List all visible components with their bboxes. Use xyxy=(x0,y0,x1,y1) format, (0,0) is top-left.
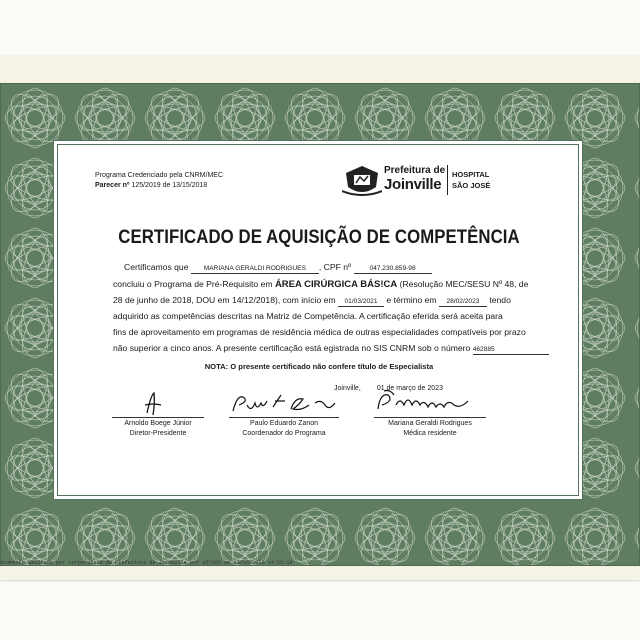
start-date: 01/03/2021 xyxy=(338,297,384,307)
certificate-inner-panel xyxy=(53,140,583,500)
body-line-4: adquirido as competências descritas na Matriz de Competência. A certificação eferida será aceita para xyxy=(113,311,503,321)
body-line-6: não superior a cinco anos. A presente certificação está egistrada no SIS CNRM sob o número 462885 xyxy=(113,344,549,355)
signature-3-scribble xyxy=(374,387,474,417)
logo-city-top: Prefeitura de xyxy=(384,165,446,176)
signature-line-1 xyxy=(112,417,204,418)
note-text: NOTA: O presente certificado não confere título de Especialista xyxy=(204,362,434,371)
logo-divider xyxy=(447,165,448,195)
place-date: 01 de março de 2023 xyxy=(376,385,443,392)
signer-3-name: Mariana Geraldi Rodrigues xyxy=(388,420,472,427)
body-line-1: Certificamos que MARIANA GERALDI RODRIGUES , CPF nº 047.230.859-98 xyxy=(124,263,432,274)
signer-2-name: Paulo Eduardo Zanon xyxy=(249,420,319,427)
recipient-name: MARIANA GERALDI RODRIGUES xyxy=(191,264,319,274)
signer-3-role: Médica residente xyxy=(403,430,457,437)
end-date: 28/02/2023 xyxy=(439,297,487,307)
signature-1-scribble xyxy=(139,389,169,419)
logo-city-name: Joinville xyxy=(384,176,442,193)
parecer-value: 125/2019 de 13/15/2018 xyxy=(131,182,208,189)
place-city: Joinville, xyxy=(334,385,361,392)
signer-1-role: Diretor-Presidente xyxy=(129,430,187,437)
registry-number: 462885 xyxy=(473,345,549,355)
body-line-5: fins de aproveitamento em programas de residência médica de outras especialidades compatíveis por prazo xyxy=(113,327,526,337)
hospital-line-2: SÃO JOSÉ xyxy=(452,181,491,190)
certificate-title: CERTIFICADO DE AQUISIÇÃO DE COMPETÊNCIA xyxy=(118,226,520,248)
signer-2-role: Coordenador do Programa xyxy=(242,430,326,437)
digital-signature-footer: ocumento assinado por corporativo da Prefeitura de Joinville por u57365 em 13/03/2023 14:55:19 xyxy=(0,560,293,566)
parecer-label: Parecer nº xyxy=(95,182,130,189)
program-area: ÁREA CIRÚRGICA BÁS!CA xyxy=(274,279,398,290)
hospital-line-1: HOSPITAL xyxy=(452,170,490,179)
city-coat-of-arms-icon xyxy=(342,163,382,199)
signature-line-2 xyxy=(229,417,339,418)
signer-1-name: Arnoldo Boege Júnior xyxy=(124,420,192,427)
recipient-cpf: 047.230.859-98 xyxy=(354,264,432,274)
signature-line-3 xyxy=(374,417,486,418)
body-line-3: 28 de junho de 2018, DOU em 14/12/2018), com início em 01/03/2021 e término em 28/02/2023 tendo xyxy=(113,295,511,305)
program-credential-line: Programa Credenciado pela CNRM/MEC xyxy=(95,172,223,179)
body-line-2: concluiu o Programa de Pré-Requisito em ÁREA CIRÚRGICA BÁS!CA (Resolução MEC/SESU Nº 48, de xyxy=(113,279,529,290)
signature-2-scribble xyxy=(229,391,339,417)
